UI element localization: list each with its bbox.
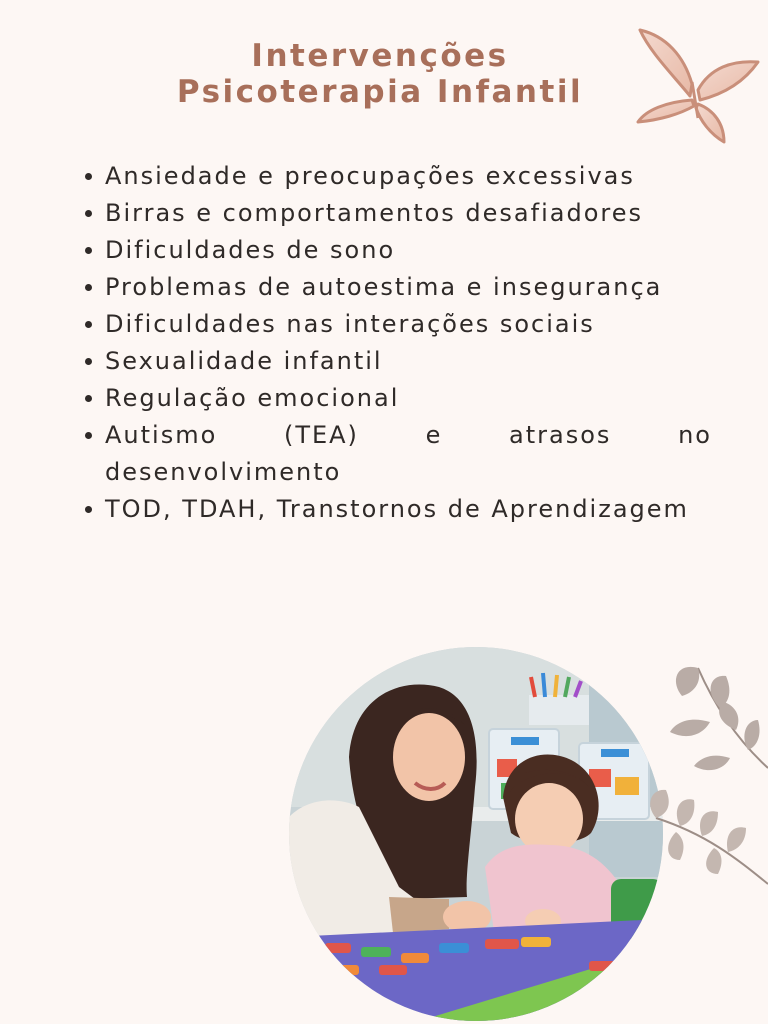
topic-list xyxy=(80,158,712,528)
list-item: Sexualidade infantil xyxy=(80,343,712,380)
butterfly-icon xyxy=(632,24,762,148)
list-item: TOD, TDAH, Transtornos de Aprendizagem xyxy=(80,491,712,528)
list-item: Dificuldades de sono xyxy=(80,232,712,269)
list-item: Autismo (TEA) e atrasos no desenvolvimento xyxy=(80,417,712,491)
list-item: Problemas de autoestima e insegurança xyxy=(80,269,712,306)
page-title xyxy=(90,38,670,110)
list-item: Dificuldades nas interações sociais xyxy=(80,306,712,343)
title-line-2: Psicoterapia Infantil xyxy=(176,74,584,110)
title-line-1: Intervenções xyxy=(251,38,509,74)
leaf-branch-icon xyxy=(636,648,768,894)
list-item: Birras e comportamentos desafiadores xyxy=(80,195,712,232)
therapy-photo xyxy=(289,647,663,1021)
list-item: Regulação emocional xyxy=(80,380,712,417)
list-item: Ansiedade e preocupações excessivas xyxy=(80,158,712,195)
